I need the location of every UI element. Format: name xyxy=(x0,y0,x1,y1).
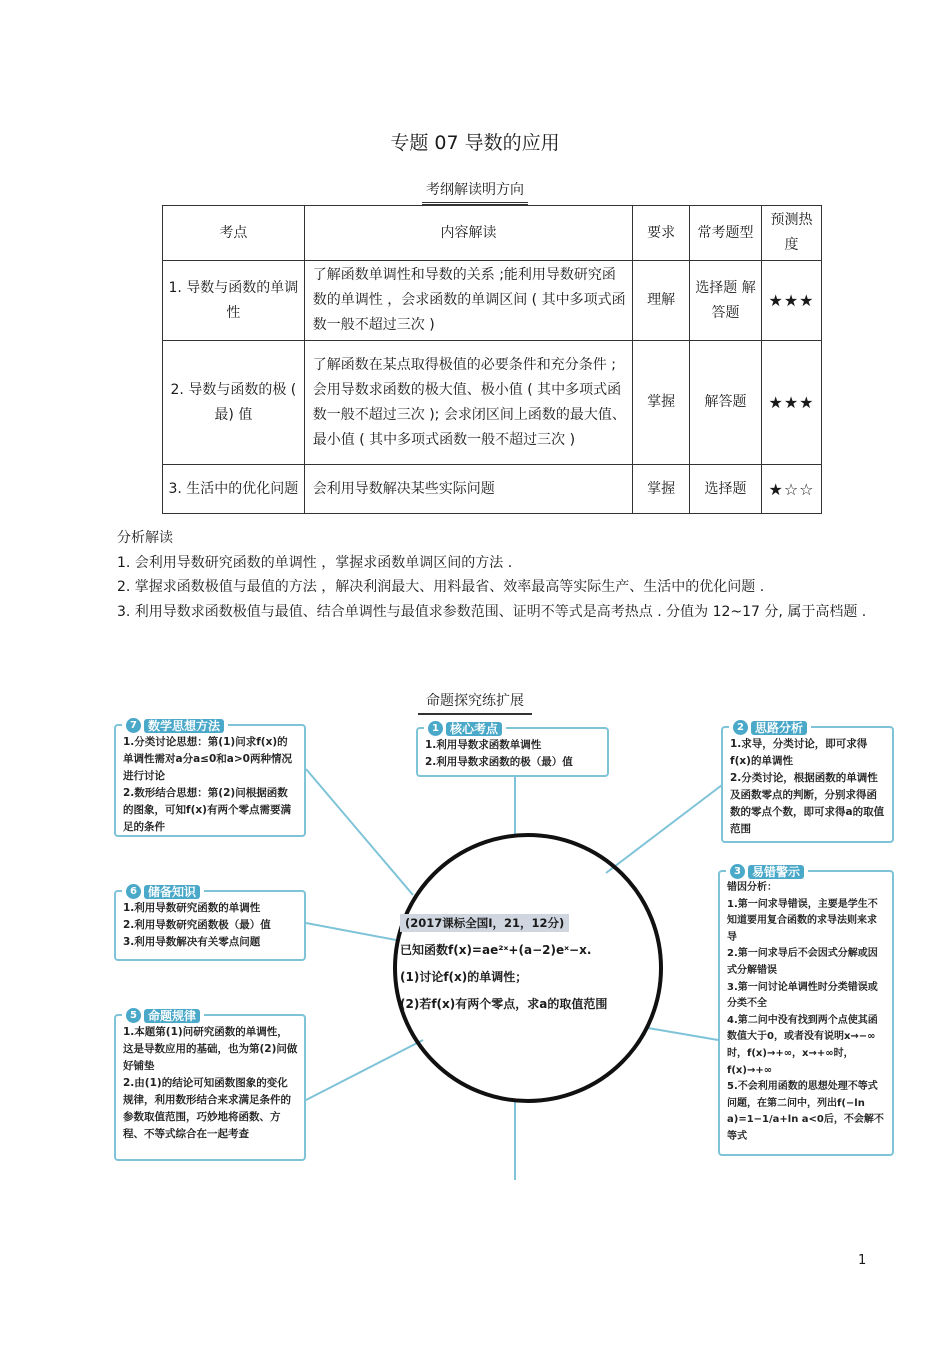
box-line: 错因分析： xyxy=(727,882,777,893)
box-label: 思路分析 xyxy=(751,721,807,735)
question-type-cell: 选择题 解答题 xyxy=(690,261,762,341)
box-line: 1.分类讨论思想：第(1)问求f(x)的单调性需对a分a≤0和a>0两种情况进行讨论 xyxy=(123,736,292,782)
box-line: 2.利用导数求函数的极（最）值 xyxy=(425,756,573,768)
content-cell: 会利用导数解决某些实际问题 xyxy=(304,465,632,514)
number-badge: 1 xyxy=(428,721,443,736)
heat-cell: ★☆☆ xyxy=(761,465,821,514)
problem-line: 已知函数f(x)=ae²ˣ+(a−2)eˣ−x. xyxy=(400,943,592,957)
box-line: 3.利用导数解决有关零点问题 xyxy=(123,936,261,948)
header-cell: 预测热度 xyxy=(761,206,821,261)
box-label: 储备知识 xyxy=(144,885,200,899)
box-line: 1.利用导数研究函数的单调性 xyxy=(123,902,261,914)
question-type-cell: 选择题 xyxy=(690,465,762,514)
box-proposition-pattern xyxy=(114,1008,306,1161)
box-line: 2.利用导数研究函数极（最）值 xyxy=(123,919,271,931)
header-cell: 常考题型 xyxy=(690,206,762,261)
header-cell: 内容解读 xyxy=(304,206,632,261)
box-label: 命题规律 xyxy=(144,1009,200,1023)
connector-line xyxy=(606,785,722,873)
box-math-thinking xyxy=(114,718,306,837)
question-type-cell: 解答题 xyxy=(690,341,762,465)
section-title-mindmap-text: 命题探究练扩展 xyxy=(418,690,532,715)
number-badge: 6 xyxy=(126,884,141,899)
box-line: 1.第一问求导错误，主要是学生不知道要用复合函数的求导法则来求导 xyxy=(727,898,878,943)
content-cell: 了解函数单调性和导数的关系 ;能利用导数研究函数的单调性 ，会求函数的单调区间 ( 其中多项式函数一般不超过三次 ) xyxy=(304,261,632,341)
box-line: 4.第二问中没有找到两个点使其函数值大于0，或者没有说明x→−∞时，f(x)→+∞，x→+∞时，f(x)→+∞ xyxy=(727,1014,878,1076)
box-line: 1.本题第(1)问研究函数的单调性，这是导数应用的基础，也为第(2)问做好铺垫 xyxy=(123,1026,298,1072)
content-cell: 了解函数在某点取得极值的必要条件和充分条件 ; 会用导数求函数的极大值、极小值 ( 其中多项式函数一般不超过三次 ); 会求闭区间上函数的最大值、最小值 ( 其中多项式函数一般不超过三次 ) xyxy=(304,341,632,465)
analysis-item: 1. 会利用导数研究函数的单调性 ，掌握求函数单调区间的方法 . xyxy=(117,554,513,571)
box-line: 2.分类讨论，根据函数的单调性及函数零点的判断，分别求得函数的零点个数，即可求得a的取值范围 xyxy=(730,772,885,835)
requirement-cell: 掌握 xyxy=(633,465,690,514)
problem-line: (2)若f(x)有两个零点，求a的取值范围 xyxy=(400,997,608,1011)
box-reserve-knowledge xyxy=(114,884,306,961)
analysis-heading: 分析解读 xyxy=(117,530,173,546)
box-thinking-analysis xyxy=(721,720,894,843)
box-line: 3.第一问讨论单调性时分类错误或分类不全 xyxy=(727,981,878,1010)
requirement-cell: 理解 xyxy=(633,261,690,341)
topic-cell: 3. 生活中的优化问题 xyxy=(163,465,305,514)
number-badge: 7 xyxy=(126,718,141,733)
box-line: 5.不会利用函数的思想处理不等式问题，在第二问中，列出f(−ln a)=1−1/a+ln a<0后，不会解不等式 xyxy=(727,1081,884,1142)
number-badge: 3 xyxy=(730,864,745,879)
box-error-warning xyxy=(718,864,894,1156)
connector-line xyxy=(306,923,396,940)
problem-source: (2017课标全国Ⅰ，21，12分) xyxy=(400,914,569,932)
topic-cell: 1. 导数与函数的单调性 xyxy=(163,261,305,341)
problem-line: (1)讨论f(x)的单调性； xyxy=(400,970,528,984)
heat-cell: ★★★ xyxy=(761,261,821,341)
header-cell: 考点 xyxy=(163,206,305,261)
requirement-cell: 掌握 xyxy=(633,341,690,465)
topic-cell: 2. 导数与函数的极 ( 最) 值 xyxy=(163,341,305,465)
box-line: 1.求导，分类讨论，即可求得f(x)的单调性 xyxy=(730,738,868,767)
number-badge: 2 xyxy=(733,720,748,735)
box-label: 核心考点 xyxy=(446,722,502,736)
box-line: 2.第一问求导后不会因式分解或因式分解错误 xyxy=(727,948,878,976)
analysis-item: 3. 利用导数求函数极值与最值、结合单调性与最值求参数范围、证明不等式是高考热点 . 分值为 12~17 分, 属于高档题 . xyxy=(117,603,867,620)
box-core-points xyxy=(416,721,609,777)
analysis-item: 2. 掌握求函数极值与最值的方法 ，解决利润最大、用料最省、效率最高等实际生产、生活中的优化问题 . xyxy=(117,579,765,595)
box-line: 2.数形结合思想：第(2)问根据函数的图象，可知f(x)有两个零点需要满足的条件 xyxy=(123,787,291,833)
box-label: 易错警示 xyxy=(748,865,804,879)
connector-line xyxy=(648,1028,718,1040)
header-cell: 要求 xyxy=(633,206,690,261)
number-badge: 5 xyxy=(126,1008,141,1023)
box-line: 1.利用导数求函数单调性 xyxy=(425,739,542,751)
connector-line xyxy=(306,1040,423,1100)
box-label: 数学思想方法 xyxy=(144,719,224,733)
center-problem xyxy=(400,910,660,1018)
connector-line xyxy=(306,769,413,895)
heat-cell: ★★★ xyxy=(761,341,821,465)
page-title: 专题 07 导数的应用 xyxy=(390,132,560,154)
box-line: 2.由(1)的结论可知函数图象的变化规律，利用数形结合来求满足条件的参数取值范围，巧妙地将函数、方程、不等式综合在一起考查 xyxy=(123,1077,291,1140)
page-number: 1 xyxy=(858,1253,867,1268)
section-title-outline-text: 考纲解读明方向 xyxy=(422,179,528,205)
